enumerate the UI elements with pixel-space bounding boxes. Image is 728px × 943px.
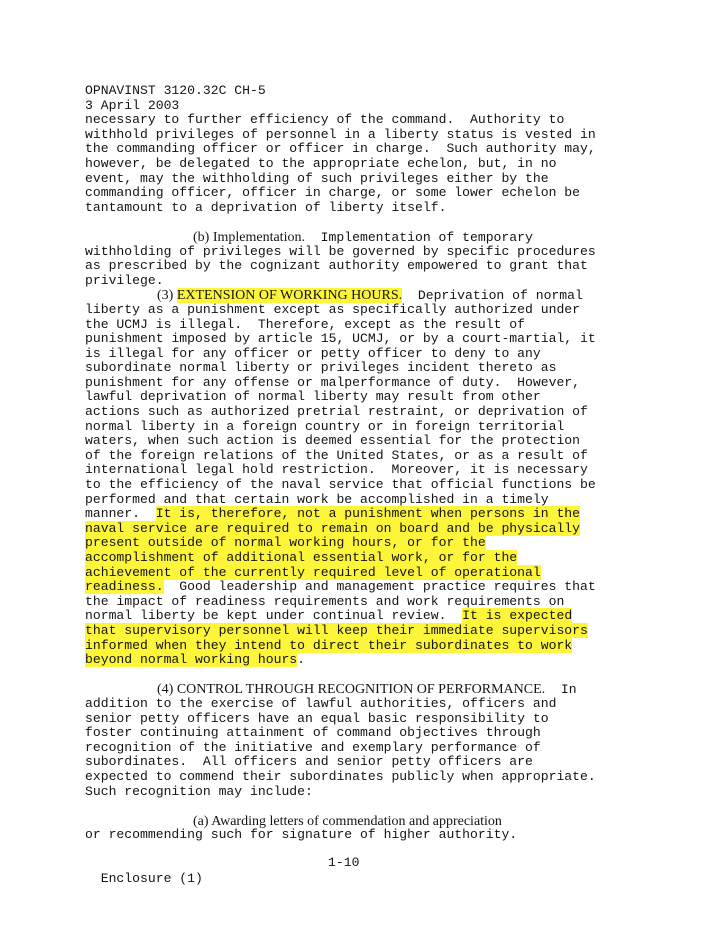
paragraph-4-heading: (4) CONTROL THROUGH RECOGNITION OF PERFORMANCE.: [157, 682, 546, 698]
highlighted-text: that supervisory personnel will keep their immediate supervisors: [85, 622, 588, 638]
text-line: actions such as authorized pretrial restraint, or deprivation of: [85, 404, 588, 420]
text-line: normal liberty in a foreign country or in foreign territorial: [85, 418, 565, 434]
text-line: In: [545, 682, 577, 698]
highlighted-text: readiness.: [85, 579, 164, 595]
document-date: 3 April 2003: [85, 97, 180, 113]
text-line: event, may the withholding of such privileges either by the: [85, 170, 549, 186]
text-line: withhold privileges of personnel in a liberty status is vested in: [85, 126, 596, 142]
text-line: withholding of privileges will be governed by specific procedures: [85, 243, 596, 259]
text-line: the impact of readiness requirements and work requirements on: [85, 593, 565, 609]
text-line: or recommending such for signature of higher authority.: [85, 827, 518, 843]
text-line: expected to commend their subordinates publicly when appropriate.: [85, 768, 596, 784]
highlighted-text: It is, therefore, not a punishment when persons in the: [155, 506, 581, 522]
text-line: punishment imposed by article 15, UCMJ, or by a court-martial, it: [85, 331, 596, 347]
text-line: Deprivation of normal: [402, 288, 583, 304]
text-line: manner.: [85, 506, 156, 522]
text-line: of the foreign relations of the United States, or as a result of: [85, 447, 588, 463]
document-id: OPNAVINST 3120.32C CH-5: [85, 83, 266, 98]
paragraph-gap: [85, 215, 705, 230]
enclosure-label: Enclosure (1): [100, 871, 203, 886]
page-number: 1-10: [328, 855, 360, 870]
paragraph-3-extension-of-working-hours: [85, 288, 705, 667]
highlighted-text: informed when they intend to direct their subordinates to work: [85, 637, 573, 653]
text-line: .: [297, 652, 306, 668]
highlighted-text: present outside of normal working hours, or for the: [85, 535, 486, 551]
text-line: foster continuing attainment of command objectives through: [85, 725, 541, 741]
text-line: punishment for any offense or malperformance of duty. However,: [85, 374, 581, 390]
paragraph-b-heading: (b) Implementation.: [193, 229, 305, 245]
text-line: waters, when such action is deemed essential for the protection: [85, 433, 581, 449]
text-line: Good leadership and management practice requires that: [163, 579, 596, 595]
text-line: international legal hold restriction. Moreover, it is necessary: [85, 462, 588, 478]
text-line: senior petty officers have an equal basic responsibility to: [85, 710, 549, 726]
text-line: commanding officer, officer in charge, or some lower echelon be: [85, 185, 581, 201]
text-line: however, be delegated to the appropriate echelon, but, in no: [85, 155, 557, 171]
text-line: to the efficiency of the naval service that official functions be: [85, 477, 596, 493]
paragraph-4-control-through-recognition: [85, 682, 705, 799]
highlighted-text: beyond normal working hours: [85, 652, 298, 668]
text-line: is illegal for any officer or petty officer to deny to any: [85, 345, 541, 361]
paragraph-3-number: (3): [157, 288, 174, 304]
text-line: the UCMJ is illegal. Therefore, except as the result of: [85, 316, 526, 332]
highlighted-text: naval service are required to remain on board and be physically: [85, 520, 581, 536]
paragraph-gap: [85, 668, 705, 683]
text-line: recognition of the initiative and exemplary performance of: [85, 739, 541, 755]
paragraph-a-heading: (a) Awarding letters of commendation and appreciation: [193, 813, 502, 829]
text-line: lawful deprivation of normal liberty may result from other: [85, 389, 541, 405]
document-page: [85, 84, 705, 843]
text-line: addition to the exercise of lawful authorities, officers and: [85, 695, 557, 711]
continued-paragraph: [85, 113, 705, 215]
text-line: subordinates. All officers and senior petty officers are: [85, 754, 533, 770]
highlighted-text: accomplishment of additional essential work, or for the: [85, 550, 518, 565]
text-line: necessary to further efficiency of the command. Authority to: [85, 112, 565, 128]
text-line: performed and that certain work be accomplished in a timely: [85, 491, 549, 507]
paragraph-gap: [85, 799, 705, 814]
text-line: Such recognition may include:: [85, 783, 313, 799]
paragraph-a-awarding-letters: [85, 814, 705, 843]
text-line: tantamount to a deprivation of liberty itself.: [85, 199, 447, 215]
text-line: subordinate normal liberty or privileges incident thereto as: [85, 360, 557, 376]
highlighted-text: achievement of the currently required level of operational: [85, 564, 541, 580]
text-line: the commanding officer or officer in charge. Such authority may,: [85, 141, 596, 157]
text-line: Implementation of temporary: [304, 229, 533, 245]
text-line: normal liberty be kept under continual review.: [85, 608, 463, 624]
paragraph-b-implementation: [85, 230, 705, 288]
text-line: liberty as a punishment except as specifically authorized under: [85, 301, 581, 317]
text-line: as prescribed by the cognizant authority empowered to grant that: [85, 258, 588, 274]
page-footer: [85, 855, 705, 886]
text-line: privilege.: [85, 272, 164, 288]
highlighted-text: It is expected: [462, 608, 573, 624]
paragraph-3-title: EXTENSION OF WORKING HOURS.: [176, 288, 403, 304]
